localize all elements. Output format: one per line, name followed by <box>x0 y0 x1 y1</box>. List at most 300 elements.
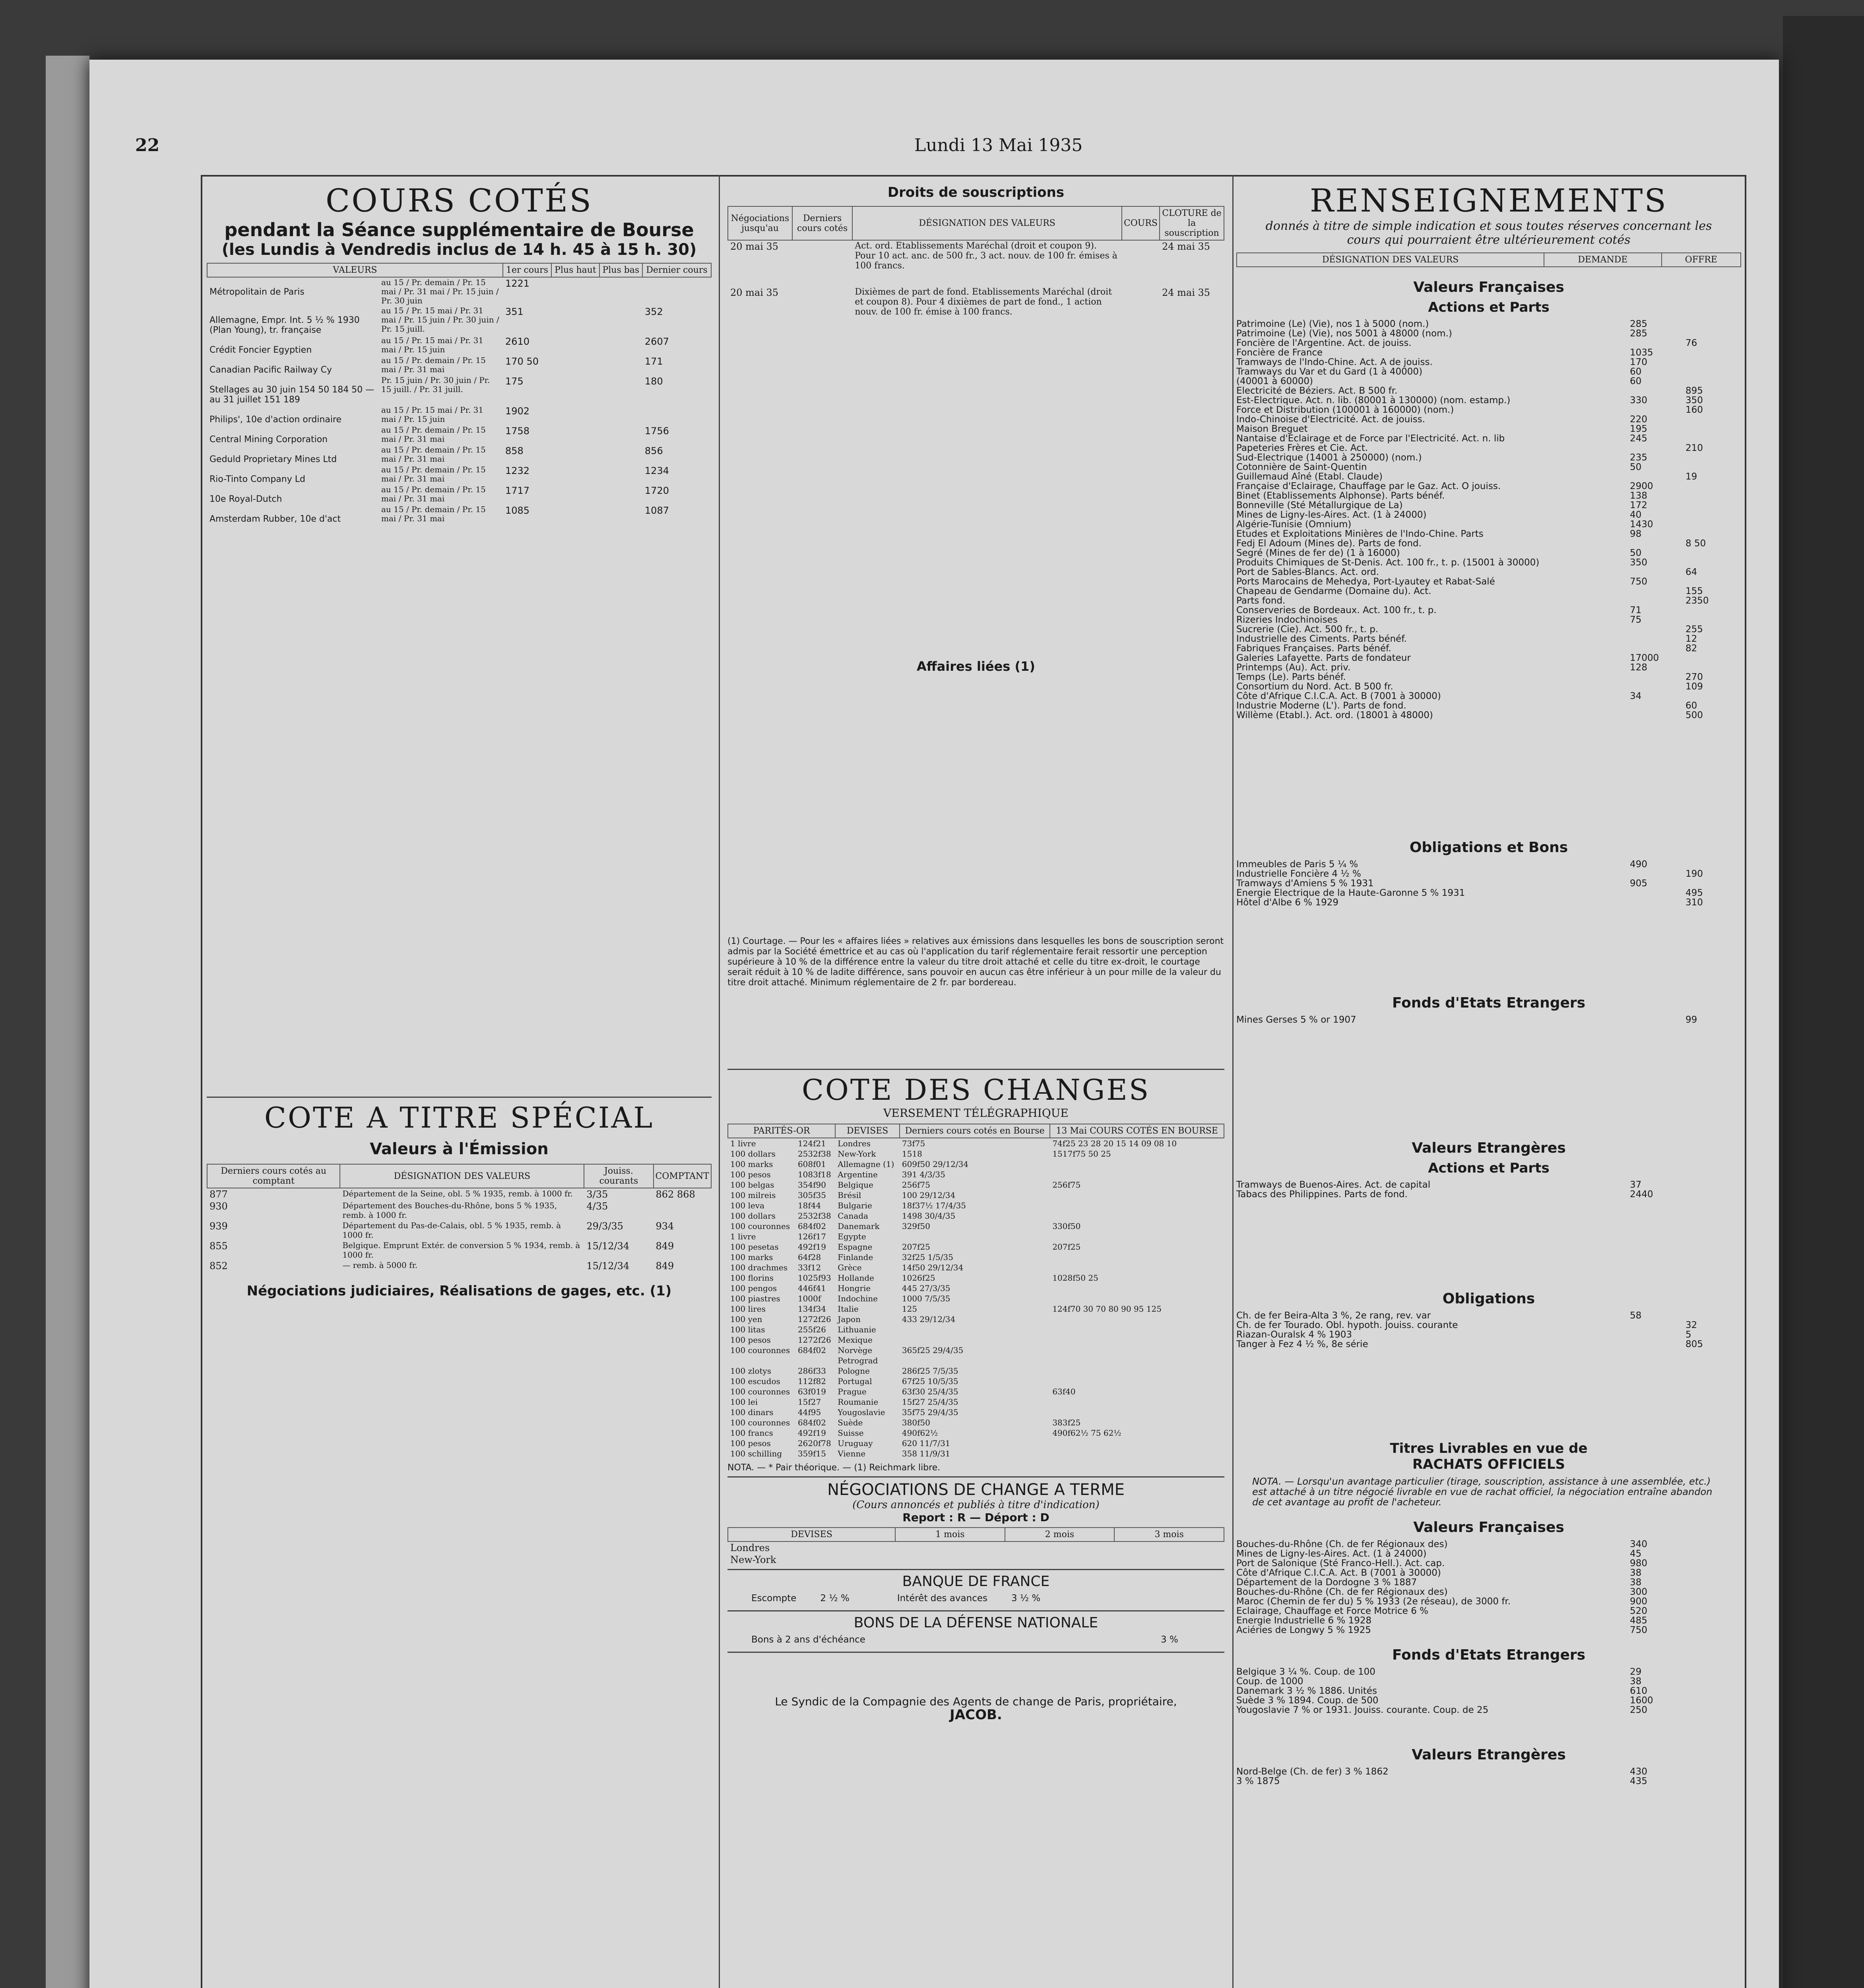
parite-or: 63f019 <box>797 1387 826 1396</box>
demande-value: 38 <box>1630 1577 1642 1588</box>
parite-or: 2620f78 <box>797 1439 831 1448</box>
demande-value <box>1630 596 1686 606</box>
first-price: 2610 <box>505 336 530 347</box>
demande-value: 38 <box>1630 1676 1642 1687</box>
changes-section <box>727 1066 1224 1723</box>
demande-value: 2900 <box>1630 481 1653 491</box>
parite-or: 15f27 <box>797 1397 821 1407</box>
last-price: 100 29/12/34 <box>902 1190 956 1200</box>
valeur-name: Eclairage, Chauffage et Force Motrice 6 % <box>1236 1606 1428 1616</box>
offre-value <box>1686 1540 1741 1549</box>
table-header: Plus bas <box>599 263 642 277</box>
prev-price: 939 <box>209 1221 228 1232</box>
devise: Finlande <box>838 1252 873 1262</box>
demande-value: 250 <box>1630 1705 1647 1715</box>
last-price: 32f25 1/5/35 <box>902 1252 953 1262</box>
previous-page-edge <box>46 56 89 1988</box>
demande-value: 490 <box>1630 859 1647 870</box>
demande-value <box>1630 586 1686 596</box>
offre-value <box>1686 1587 1741 1597</box>
offre-value <box>1686 415 1741 424</box>
parite-or: 492f19 <box>797 1428 826 1438</box>
table-row <box>207 505 711 524</box>
valeur-name: Rizeries Indochinoises <box>1236 615 1338 625</box>
last-price <box>642 405 711 425</box>
list-item <box>1236 453 1741 462</box>
demande-value <box>1630 634 1686 644</box>
devise: New-York <box>730 1554 776 1565</box>
offre-value <box>1686 1625 1741 1635</box>
offre-value <box>1686 377 1741 386</box>
offre-value: 160 <box>1686 405 1703 415</box>
cours-13-mai: 63f40 <box>1052 1387 1076 1396</box>
jouissance: 4/35 <box>586 1201 608 1212</box>
list-item <box>1236 367 1741 377</box>
last-price: 286f25 7/5/35 <box>902 1366 958 1376</box>
renseignements-fonds-list <box>1236 1015 1741 1025</box>
table-row <box>207 1200 711 1220</box>
comptant-price: 934 <box>656 1221 674 1232</box>
table-row <box>207 277 711 306</box>
table-row <box>207 355 711 375</box>
cours-13-mai: 256f75 <box>1052 1180 1081 1190</box>
valeur-name: Côte d'Afrique C.I.C.A. Act. B (7001 à 30000) <box>1236 1568 1441 1578</box>
souscriptions-title: Droits de souscriptions <box>887 184 1065 200</box>
negociation-date: 20 mai 35 <box>730 287 779 298</box>
valeur-name: Foncière de France <box>1236 348 1323 357</box>
devise: Egypte <box>838 1232 866 1241</box>
demande-value: 610 <box>1630 1686 1647 1696</box>
offre-value <box>1686 558 1741 567</box>
offre-value <box>1686 1597 1741 1606</box>
list-item <box>1236 888 1741 898</box>
demande-value: 128 <box>1630 662 1647 673</box>
offre-value: 255 <box>1686 624 1703 635</box>
demande-value: 520 <box>1630 1606 1647 1616</box>
table-row <box>728 1211 1224 1221</box>
last-price: 609f50 29/12/34 <box>902 1159 969 1169</box>
devise: Allemagne (1) <box>838 1159 894 1169</box>
demande-value: 17000 <box>1630 653 1659 663</box>
parite-unit: 100 couronnes <box>730 1221 790 1231</box>
low-price <box>599 445 642 465</box>
list-item <box>1236 386 1741 396</box>
demande-value: 138 <box>1630 491 1647 501</box>
high-price <box>551 465 599 485</box>
cours-13-mai: 330f50 <box>1052 1221 1081 1231</box>
table-row <box>728 1242 1224 1252</box>
offre-value <box>1686 1311 1741 1320</box>
cours-13-mai <box>1050 1397 1224 1407</box>
cours-13-mai <box>1050 1335 1224 1345</box>
column-divider-1 <box>719 175 720 1988</box>
escompte-label: Escompte <box>751 1593 797 1604</box>
demande-value: 45 <box>1630 1549 1642 1559</box>
valeur-name: Bouches-du-Rhône (Ch. de fer Régionaux des) <box>1236 1540 1448 1549</box>
offre-value: 190 <box>1686 869 1703 879</box>
parite-or: 1000f <box>797 1294 821 1303</box>
devise: Bulgarie <box>838 1201 872 1210</box>
table-row <box>728 1252 1224 1262</box>
table-row <box>728 1149 1224 1159</box>
high-price <box>551 336 599 355</box>
cours-13-mai: 124f70 30 70 80 90 95 125 <box>1052 1304 1162 1314</box>
cours-cotes-subtitle: pendant la Séance supplémentaire de Bourse <box>224 219 694 241</box>
devise: Danemark <box>838 1221 880 1231</box>
table-row <box>728 1448 1224 1459</box>
table-row <box>728 1159 1224 1169</box>
last-price: 2607 <box>644 336 669 347</box>
negociations-judiciaires: Négociations judiciaires, Réalisations de gages, etc. (1) <box>246 1283 672 1299</box>
demande-value: 300 <box>1630 1587 1647 1597</box>
table-row <box>728 1231 1224 1242</box>
valeur-name: Crédit Foncier Egyptien <box>209 345 312 355</box>
valeur-name: Port de Sables-Blancs. Act. ord. <box>1236 567 1379 577</box>
fonds-etrangers-rachats-heading: Fonds d'Etats Etrangers <box>1392 1647 1586 1663</box>
valeur-name: Force et Distribution (100001 à 160000) (nom.) <box>1236 405 1454 415</box>
last-price: 433 29/12/34 <box>902 1314 956 1324</box>
demande-value <box>1630 1015 1686 1025</box>
parite-or: 492f19 <box>797 1242 826 1252</box>
fonds-etrangers-heading: Fonds d'Etats Etrangers <box>1392 995 1586 1011</box>
list-item <box>1236 548 1741 558</box>
table-row <box>728 1397 1224 1407</box>
valeur-name: Conserveries de Bordeaux. Act. 100 fr., t. p. <box>1236 606 1437 615</box>
valeur-name: Yougoslavie 7 % or 1931. Jouiss. courante. Coup. de 25 <box>1236 1705 1489 1715</box>
offre-value <box>1686 1578 1741 1587</box>
first-price: 170 50 <box>505 356 539 367</box>
page-header <box>135 135 1765 167</box>
parite-unit: 100 zlotys <box>730 1366 772 1376</box>
high-price <box>551 355 599 375</box>
list-item <box>1236 1767 1741 1776</box>
list-item <box>1236 596 1741 606</box>
rachats-title2: RACHATS OFFICIELS <box>1412 1456 1565 1472</box>
list-item <box>1236 682 1741 691</box>
demande-value: 195 <box>1630 424 1647 434</box>
table-row <box>728 1273 1224 1283</box>
last-price: 125 <box>902 1304 917 1314</box>
valeur-name: Aciéries de Longwy 5 % 1925 <box>1236 1625 1371 1635</box>
terme-value <box>1114 1554 1224 1566</box>
last-price: 171 <box>644 356 663 367</box>
list-item <box>1236 1686 1741 1696</box>
demande-value <box>1630 1340 1686 1349</box>
valeur-name: Maroc (Chemin de fer du) 5 % 1933 (2e réseau), de 3000 fr. <box>1236 1597 1511 1606</box>
demande-value <box>1630 625 1686 634</box>
valeur-name: Central Mining Corporation <box>209 435 328 445</box>
list-item <box>1236 510 1741 520</box>
renseignements-title: RENSEIGNEMENTS <box>1309 182 1668 219</box>
offre-value: 82 <box>1686 643 1697 654</box>
jouissance: 3/35 <box>586 1189 608 1200</box>
parite-unit: 100 drachmes <box>730 1263 787 1272</box>
table-row <box>207 1240 711 1260</box>
cours-13-mai <box>1050 1345 1224 1355</box>
list-item <box>1236 1625 1741 1635</box>
list-item <box>1236 869 1741 879</box>
parite-or: 1083f18 <box>797 1170 831 1179</box>
last-price <box>792 287 852 333</box>
valeur-name: Indo-Chinoise d'Electricité. Act. de jouiss. <box>1236 415 1425 424</box>
list-item <box>1236 558 1741 567</box>
cote-special-section <box>207 1093 712 1299</box>
devise: Espagne <box>838 1242 873 1252</box>
devise: Lithuanie <box>838 1325 876 1334</box>
demande-value: 60 <box>1630 376 1642 386</box>
cours-13-mai <box>1050 1448 1224 1459</box>
parite-or: 126f17 <box>797 1232 826 1241</box>
renseignements-obligations-list <box>1236 860 1741 907</box>
parite-unit: 100 leva <box>730 1201 764 1210</box>
list-item <box>1236 1180 1741 1190</box>
list-item <box>1236 1559 1741 1568</box>
obligations-bons-heading: Obligations et Bons <box>1409 839 1568 856</box>
changes-subtitle: VERSEMENT TÉLÉGRAPHIQUE <box>883 1107 1069 1120</box>
offre-value <box>1686 606 1741 615</box>
offre-value <box>1686 491 1741 501</box>
cours-13-mai <box>1050 1366 1224 1376</box>
valeur-name: Foncière de l'Argentine. Act. de jouiss. <box>1236 338 1412 348</box>
table-row <box>728 1407 1224 1417</box>
demande-value: 75 <box>1630 615 1642 625</box>
table-row <box>728 1180 1224 1190</box>
parite-or: 124f21 <box>797 1139 826 1148</box>
terme-report: Report : R — Déport : D <box>902 1511 1049 1524</box>
cote-special-subtitle: Valeurs à l'Émission <box>370 1140 549 1158</box>
last-price: 1026f25 <box>902 1273 935 1283</box>
offre-value <box>1686 1776 1741 1786</box>
valeur-name: Bouches-du-Rhône (Ch. de fer Régionaux des) <box>1236 1587 1448 1597</box>
last-price <box>792 240 852 287</box>
parite-unit: 100 lei <box>730 1397 758 1407</box>
table-row <box>207 1188 711 1200</box>
offre-value <box>1686 329 1741 338</box>
next-page-edge <box>1783 16 1864 1988</box>
demande-value: 1430 <box>1630 519 1653 530</box>
table-row <box>728 1366 1224 1376</box>
cours-13-mai: 74f25 23 28 20 15 14 09 08 10 <box>1052 1139 1177 1148</box>
valeur-name: Est-Electrique. Act. n. lib. (80001 à 130000) (nom. estamp.) <box>1236 396 1511 405</box>
valeur-name: Tramways du Var et du Gard (1 à 40000) <box>1236 367 1423 377</box>
devise: Suisse <box>838 1428 864 1438</box>
terme-value <box>1005 1541 1115 1554</box>
offre-value: 350 <box>1686 395 1703 406</box>
jouissance: 15/12/34 <box>586 1241 630 1252</box>
valeur-name: Galeries Lafayette. Parts de fondateur <box>1236 653 1411 663</box>
devise: Belgique <box>838 1180 873 1190</box>
offre-value <box>1686 319 1741 329</box>
list-item <box>1236 1015 1741 1025</box>
valeurs-francaises-heading: Valeurs Françaises <box>1413 279 1564 295</box>
table-row <box>728 1355 1224 1366</box>
table-row <box>207 445 711 465</box>
last-price: 207f25 <box>902 1242 930 1252</box>
negociation-date: 20 mai 35 <box>730 241 779 252</box>
demande-value: 29 <box>1630 1667 1642 1677</box>
demande-value: 285 <box>1630 319 1647 329</box>
demande-value: 330 <box>1630 395 1647 406</box>
devise: Vienne <box>838 1449 866 1458</box>
bons-row <box>727 1631 1224 1648</box>
parite-or: 2532f38 <box>797 1149 831 1159</box>
table-row <box>728 1293 1224 1304</box>
courtage-note: (1) Courtage. — Pour les « affaires liées » relatives aux émissions dans lesquelles les bons de souscription seront admis par la Société émettrice et au cas où l'application du tarif réglementaire ferait ressortir une perception supérieure à 10 % de la différence entre la valeur du titre droit attaché et celle du titre ex-droit, le courtage serait réduit à 10 % de ladite différence, sans pouvoir en aucun cas être inférieur à un pour mille de la valeur du titre droit attaché. Minimum réglementaire de 2 fr. par bordereau. <box>727 936 1224 988</box>
cours-13-mai <box>1050 1252 1224 1262</box>
offre-value <box>1686 879 1741 888</box>
list-item <box>1236 1606 1741 1616</box>
list-item <box>1236 1568 1741 1578</box>
rachats-francaises-list <box>1236 1540 1741 1635</box>
demande-value: 2440 <box>1630 1189 1653 1200</box>
valeur-name: Parts fond. <box>1236 596 1286 606</box>
offre-value: 12 <box>1686 634 1697 644</box>
demande-value: 34 <box>1630 691 1642 701</box>
offre-value <box>1686 510 1741 520</box>
list-item <box>1236 396 1741 405</box>
parite-or: 286f33 <box>797 1366 826 1376</box>
rachats-etrangeres-list <box>1236 1767 1741 1786</box>
rachats-fonds-list <box>1236 1667 1741 1715</box>
offre-value: 109 <box>1686 681 1703 692</box>
valeur-terms: Pr. 15 juin / Pr. 30 juin / Pr. 15 juill. / Pr. 31 juill. <box>381 375 490 394</box>
valeur-name: Coup. de 1000 <box>1236 1677 1303 1686</box>
last-price: 14f50 29/12/34 <box>902 1263 964 1272</box>
table-header: 13 Mai COURS COTÉS EN BOURSE <box>1050 1124 1224 1138</box>
demande-value <box>1630 386 1686 396</box>
obligations-heading: Obligations <box>1442 1291 1535 1307</box>
valeur-name: Dixièmes de part de fond. Etablissements Maréchal (droit et coupon 8). Pour 4 dixièmes de part de fond., 1 action nouv. de 100 fr. émise à 100 francs. <box>855 287 1112 317</box>
list-item <box>1236 860 1741 869</box>
list-item <box>1236 1578 1741 1587</box>
table-row <box>728 1541 1224 1554</box>
table-header: 3 mois <box>1114 1528 1224 1541</box>
parite-or: 1272f26 <box>797 1335 831 1345</box>
table-row <box>728 240 1224 287</box>
table-row <box>728 1376 1224 1386</box>
last-price: 380f50 <box>902 1418 930 1427</box>
cours-13-mai <box>1050 1231 1224 1242</box>
cours-13-mai: 490f62½ 75 62½ <box>1052 1428 1121 1438</box>
offre-value <box>1686 1667 1741 1677</box>
devise: Canada <box>838 1211 869 1221</box>
cours-13-mai: 1517f75 50 25 <box>1052 1149 1111 1159</box>
offre-value: 60 <box>1686 701 1697 711</box>
cote-special-table <box>207 1164 712 1272</box>
list-item <box>1236 1320 1741 1330</box>
table-row <box>207 485 711 505</box>
demande-value <box>1630 338 1686 348</box>
banque-rates <box>727 1590 1224 1607</box>
cours-13-mai <box>1050 1355 1224 1366</box>
parite-unit: 100 schilling <box>730 1449 782 1458</box>
last-price <box>642 277 711 306</box>
table-header: Derniers cours cotés <box>792 206 852 240</box>
offre-value: 500 <box>1686 710 1703 720</box>
devise: Mexique <box>838 1335 873 1345</box>
demande-value <box>1630 1320 1686 1330</box>
demande-value: 245 <box>1630 433 1647 444</box>
prev-price: 855 <box>209 1241 228 1252</box>
high-price <box>551 505 599 524</box>
table-header: OFFRE <box>1662 253 1741 267</box>
comptant-price <box>654 1200 712 1220</box>
last-price: 73f75 <box>902 1139 925 1148</box>
demande-value <box>1630 682 1686 691</box>
last-price: 358 11/9/31 <box>902 1449 950 1458</box>
bons-text: Bons à 2 ans d'échéance <box>751 1635 865 1644</box>
offre-value <box>1686 462 1741 472</box>
terme-table <box>727 1527 1224 1566</box>
last-price: 1087 <box>644 505 669 516</box>
offre-value <box>1686 1767 1741 1776</box>
changes-nota: NOTA. — * Pair théorique. — (1) Reichmark libre. <box>727 1463 941 1473</box>
offre-value: 76 <box>1686 338 1697 348</box>
list-item <box>1236 348 1741 357</box>
signature-text: Le Syndic de la Compagnie des Agents de change de Paris, propriétaire, <box>775 1695 1177 1708</box>
valeur-name: Willème (Etabl.). Act. ord. (18001 à 48000) <box>1236 711 1433 720</box>
cours-cotes-title: COURS COTÉS <box>325 182 593 219</box>
demande-value <box>1630 644 1686 653</box>
valeur-name: Port de Salonique (Sté Franco-Hell.). Act. cap. <box>1236 1559 1445 1568</box>
parite-or: 608f01 <box>797 1159 826 1169</box>
list-item <box>1236 539 1741 548</box>
offre-value: 270 <box>1686 672 1703 682</box>
demande-value: 220 <box>1630 414 1647 425</box>
offre-value <box>1686 1686 1741 1696</box>
table-row <box>207 1260 711 1272</box>
valeur-name: Temps (Le). Parts bénéf. <box>1236 672 1346 682</box>
column-renseignements <box>1236 179 1741 1786</box>
changes-title: COTE DES CHANGES <box>801 1073 1150 1107</box>
valeurs-etrangeres-rachats-heading: Valeurs Etrangères <box>1412 1747 1566 1763</box>
demande-value: 1035 <box>1630 348 1653 358</box>
parite-or: 359f15 <box>797 1449 826 1458</box>
demande-value <box>1630 472 1686 481</box>
cours-13-mai <box>1050 1438 1224 1448</box>
last-price <box>900 1335 1050 1345</box>
offre-value <box>1686 453 1741 462</box>
demande-value: 350 <box>1630 557 1647 568</box>
valeurs-francaises-rachats-heading: Valeurs Françaises <box>1413 1519 1564 1536</box>
low-price <box>599 405 642 425</box>
parite-or: 354f90 <box>797 1180 826 1190</box>
last-price: 18f37½ 17/4/35 <box>902 1201 966 1210</box>
valeur-name: Segré (Mines de fer de) (1 à 16000) <box>1236 548 1400 558</box>
devise: Argentine <box>838 1170 878 1179</box>
parite-unit: 100 lires <box>730 1304 766 1314</box>
valeur-name: Département des Bouches-du-Rhône, bons 5 % 1935, remb. à 1000 fr. <box>342 1201 557 1220</box>
terme-subtitle: (Cours annoncés et publiés à titre d'indication) <box>852 1499 1100 1511</box>
last-price: 1498 30/4/35 <box>902 1211 956 1221</box>
offre-value <box>1686 1180 1741 1190</box>
offre-value <box>1686 1559 1741 1568</box>
list-item <box>1236 1597 1741 1606</box>
valeur-name: Industrielle Foncière 4 ½ % <box>1236 869 1361 879</box>
low-price <box>599 485 642 505</box>
valeur-name: Algérie-Tunisie (Omnium) <box>1236 520 1352 529</box>
valeur-name: Industrielle des Ciments. Parts bénéf. <box>1236 634 1407 644</box>
table-header: DÉSIGNATION DES VALEURS <box>852 206 1122 240</box>
valeur-name: Sud-Electrique (14001 à 250000) (nom.) <box>1236 453 1422 462</box>
cours-cotes-hours: (les Lundis à Vendredis inclus de 14 h. 45 à 15 h. 30) <box>221 241 697 259</box>
changes-table <box>727 1124 1224 1459</box>
offre-value <box>1686 1606 1741 1616</box>
table-row <box>728 1190 1224 1200</box>
table-header: VALEURS <box>207 263 503 277</box>
offre-value: 19 <box>1686 472 1697 482</box>
valeur-name: Rio-Tinto Company Ld <box>209 474 305 484</box>
